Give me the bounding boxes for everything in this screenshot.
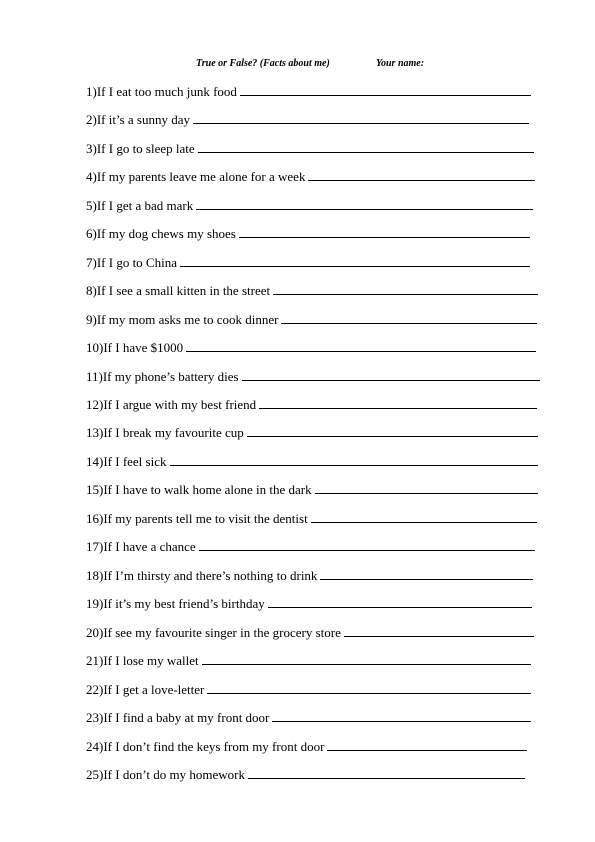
answer-line[interactable] bbox=[207, 682, 531, 694]
question-item bbox=[86, 255, 530, 270]
question-item bbox=[86, 739, 527, 754]
question-item bbox=[86, 568, 533, 583]
question-text: 7)If I go to China bbox=[86, 255, 177, 270]
question-item bbox=[86, 482, 538, 497]
question-item bbox=[86, 596, 532, 611]
question-item bbox=[86, 425, 538, 440]
answer-line[interactable] bbox=[259, 397, 537, 409]
answer-line[interactable] bbox=[202, 653, 531, 665]
question-item bbox=[86, 454, 538, 469]
question-item bbox=[86, 283, 538, 298]
name-label: Your name: bbox=[376, 58, 425, 69]
answer-line[interactable] bbox=[247, 425, 538, 437]
question-item bbox=[86, 767, 525, 782]
question-text: 20)If see my favourite singer in the grocery store bbox=[86, 625, 341, 640]
question-text: 9)If my mom asks me to cook dinner bbox=[86, 312, 279, 327]
answer-line[interactable] bbox=[320, 568, 533, 580]
question-text: 4)If my parents leave me alone for a week bbox=[86, 169, 306, 184]
question-item bbox=[86, 653, 531, 668]
answer-line[interactable] bbox=[239, 226, 530, 238]
question-text: 14)If I feel sick bbox=[86, 454, 167, 469]
question-text: 24)If I don’t find the keys from my front door bbox=[86, 739, 325, 754]
question-item bbox=[86, 539, 535, 554]
answer-line[interactable] bbox=[273, 283, 538, 295]
question-item bbox=[86, 169, 535, 184]
question-text: 1)If I eat too much junk food bbox=[86, 84, 237, 99]
question-item bbox=[86, 710, 531, 725]
answer-line[interactable] bbox=[240, 84, 531, 96]
answer-line[interactable] bbox=[180, 255, 530, 267]
answer-line[interactable] bbox=[344, 625, 534, 637]
question-item bbox=[86, 369, 540, 384]
answer-line[interactable] bbox=[308, 169, 535, 181]
question-item bbox=[86, 198, 533, 213]
answer-line[interactable] bbox=[242, 369, 540, 381]
question-text: 22)If I get a love-letter bbox=[86, 682, 205, 697]
answer-line[interactable] bbox=[281, 312, 537, 324]
answer-line[interactable] bbox=[196, 198, 533, 210]
question-text: 3)If I go to sleep late bbox=[86, 141, 195, 156]
question-text: 15)If I have to walk home alone in the dark bbox=[86, 482, 312, 497]
question-item bbox=[86, 84, 531, 99]
question-text: 19)If it’s my best friend’s birthday bbox=[86, 596, 265, 611]
question-text: 21)If I lose my wallet bbox=[86, 653, 199, 668]
question-item bbox=[86, 226, 530, 241]
answer-line[interactable] bbox=[248, 767, 525, 779]
answer-line[interactable] bbox=[199, 539, 535, 551]
question-item bbox=[86, 112, 529, 127]
answer-line[interactable] bbox=[268, 596, 532, 608]
answer-line[interactable] bbox=[327, 739, 527, 751]
question-item bbox=[86, 625, 534, 640]
question-text: 6)If my dog chews my shoes bbox=[86, 226, 236, 241]
question-text: 8)If I see a small kitten in the street bbox=[86, 283, 271, 298]
answer-line[interactable] bbox=[272, 710, 531, 722]
question-text: 5)If I get a bad mark bbox=[86, 198, 194, 213]
question-text: 18)If I’m thirsty and there’s nothing to drink bbox=[86, 568, 318, 583]
answer-line[interactable] bbox=[311, 511, 537, 523]
question-text: 12)If I argue with my best friend bbox=[86, 397, 257, 412]
question-item bbox=[86, 682, 531, 697]
question-text: 10)If I have $1000 bbox=[86, 340, 184, 355]
question-item bbox=[86, 312, 537, 327]
question-text: 25)If I don’t do my homework bbox=[86, 767, 245, 782]
answer-line[interactable] bbox=[193, 112, 529, 124]
question-item bbox=[86, 340, 536, 355]
question-text: 23)If I find a baby at my front door bbox=[86, 710, 270, 725]
question-text: 11)If my phone’s battery dies bbox=[86, 369, 239, 384]
question-text: 13)If I break my favourite cup bbox=[86, 425, 244, 440]
answer-line[interactable] bbox=[198, 141, 534, 153]
question-item bbox=[86, 397, 537, 412]
answer-line[interactable] bbox=[186, 340, 536, 352]
worksheet-title: True or False? (Facts about me) bbox=[196, 58, 330, 69]
question-item bbox=[86, 511, 537, 526]
question-text: 17)If I have a chance bbox=[86, 539, 196, 554]
question-text: 2)If it’s a sunny day bbox=[86, 112, 190, 127]
answer-line[interactable] bbox=[170, 454, 539, 466]
question-item bbox=[86, 141, 534, 156]
question-text: 16)If my parents tell me to visit the dentist bbox=[86, 511, 308, 526]
answer-line[interactable] bbox=[315, 482, 538, 494]
